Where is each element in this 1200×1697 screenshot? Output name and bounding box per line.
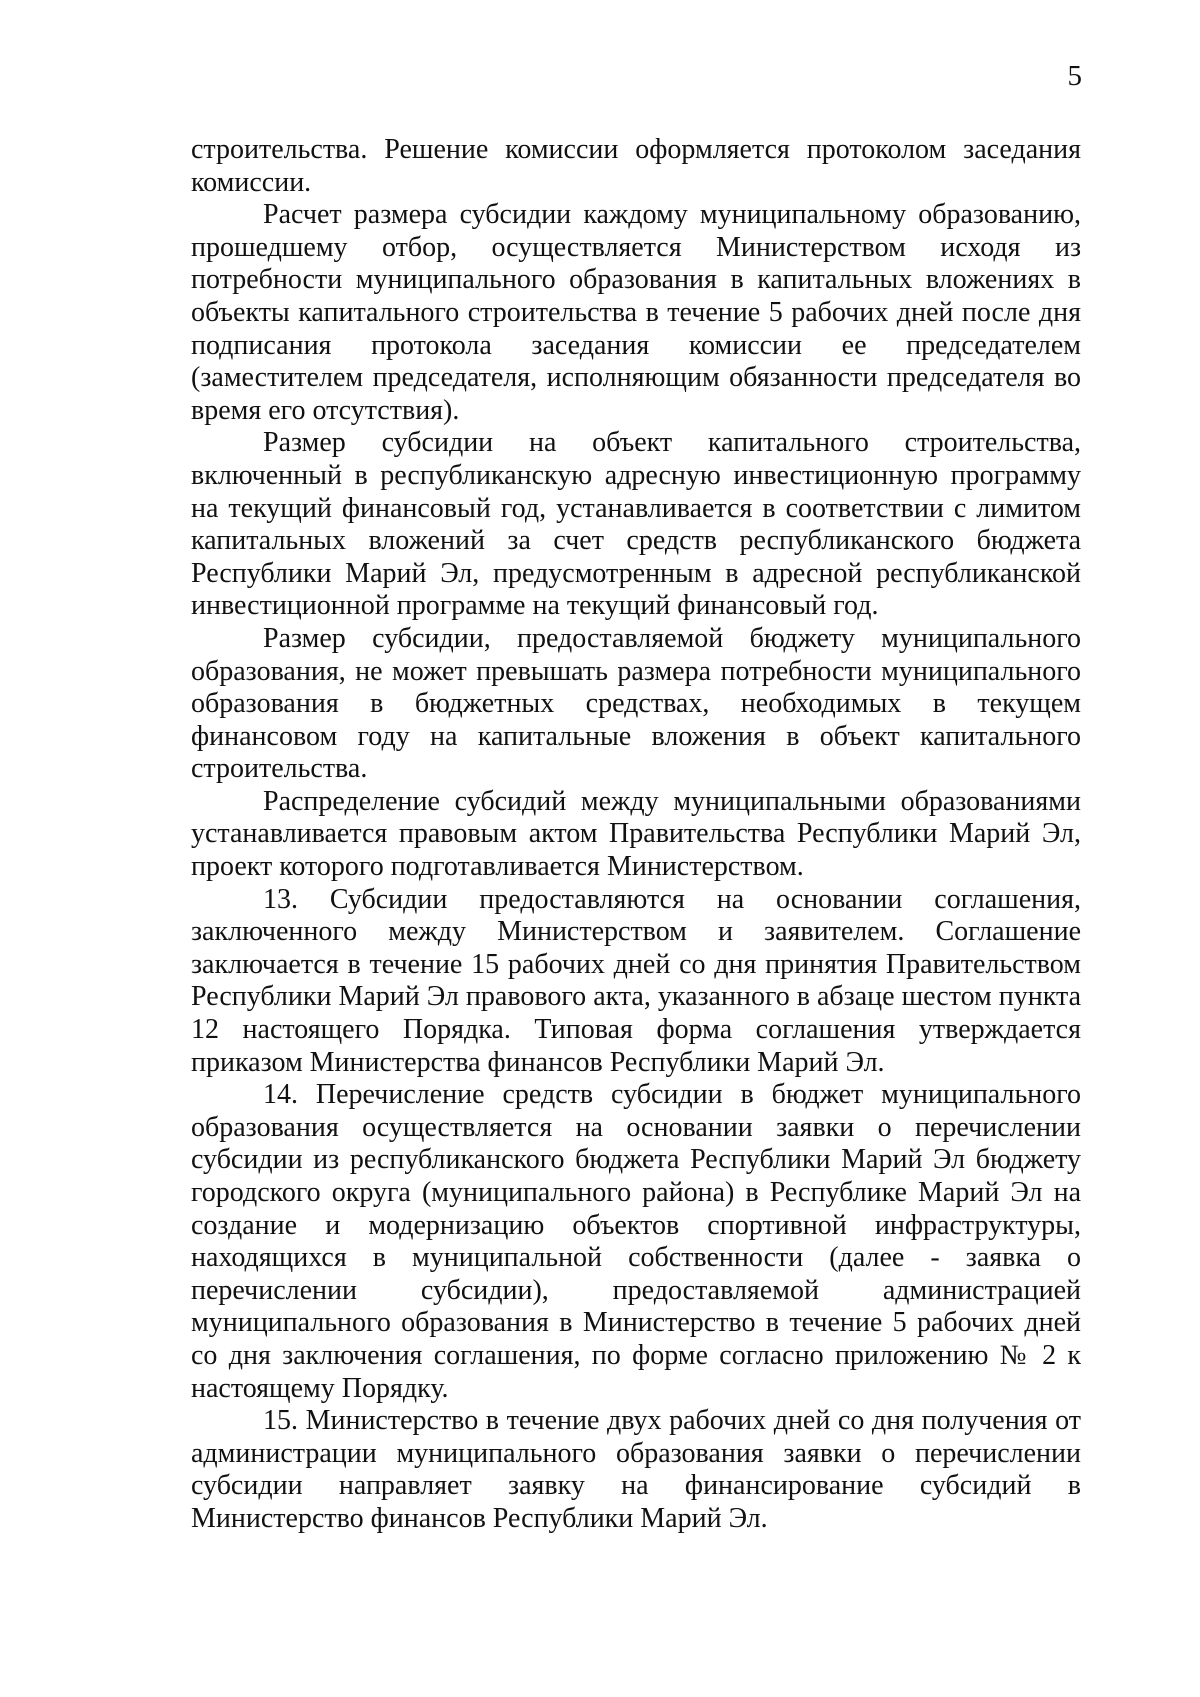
- paragraph-subsidy-size-limit: Размер субсидии, предоставляемой бюджету муниципального образования, не может превышать размера потребности муниципального образования в бюджетных средствах, необходимых в текущем финансовом году на капитальные вложения в объект капитального строительства.: [191, 622, 1081, 785]
- paragraph-continuation: строительства. Решение комиссии оформляется протоколом заседания комиссии.: [191, 134, 1081, 198]
- paragraph-item-13: 13. Субсидии предоставляются на основании соглашения, заключенного между Министерством и заявителем. Соглашение заключается в течение 15 рабочих дней со дня принятия Правительством Республики Марий Эл правового акта, указанного в абзаце шестом пункта 12 настоящего Порядка. Типовая форма соглашения утверждается приказом Министерства финансов Республики Марий Эл.: [191, 883, 1081, 1078]
- page-number: 5: [1067, 60, 1082, 92]
- paragraph-subsidy-distribution: Распределение субсидий между муниципальными образованиями устанавливается правовым актом Правительства Республики Марий Эл, проект которого подготавливается Министерством.: [191, 785, 1081, 883]
- document-body: [191, 134, 1081, 1536]
- paragraph-item-15: 15. Министерство в течение двух рабочих дней со дня получения от администрации муниципального образования заявки о перечислении субсидии направляет заявку на финансирование субсидий в Министерство финансов Республики Марий Эл.: [191, 1405, 1081, 1534]
- paragraph-subsidy-size-object: Размер субсидии на объект капитального строительства, включенный в республиканскую адресную инвестиционную программу на текущий финансовый год, устанавливается в соответствии с лимитом капитальных вложений за счет средств республиканского бюджета Республики Марий Эл, предусмотренным в адресной республиканской инвестиционной программе на текущий финансовый год.: [191, 427, 1081, 622]
- paragraph-subsidy-calculation: Расчет размера субсидии каждому муниципальному образованию, прошедшему отбор, осуществляется Министерством исходя из потребности муниципального образования в капитальных вложениях в объекты капитального строительства в течение 5 рабочих дней после дня подписания протокола заседания комиссии ее председателем (заместителем председателя, исполняющим обязанности председателя во время его отсутствия).: [191, 199, 1081, 426]
- paragraph-item-14: 14. Перечисление средств субсидии в бюджет муниципального образования осуществляется на основании заявки о перечислении субсидии из республиканского бюджета Республики Марий Эл бюджету городского округа (муниципального района) в Республике Марий Эл на создание и модернизацию объектов спортивной инфраструктуры, находящихся в муниципальной собственности (далее - заявка о перечислении субсидии), предоставляемой администрацией муниципального образования в Министерство в течение 5 рабочих дней со дня заключения соглашения, по форме согласно приложению № 2 к настоящему Порядку.: [191, 1079, 1081, 1404]
